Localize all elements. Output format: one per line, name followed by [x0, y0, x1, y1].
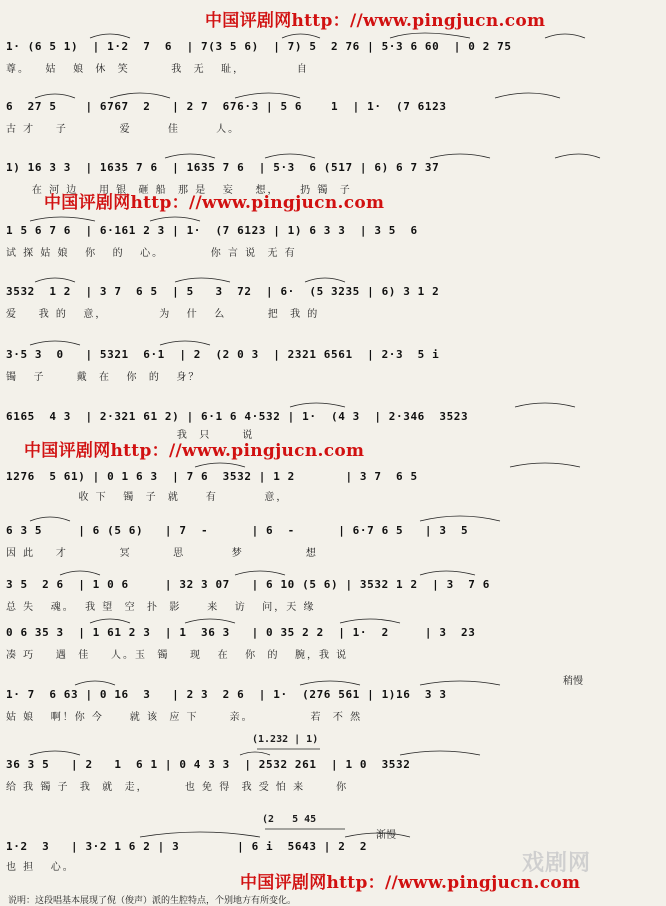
slur-arc — [235, 93, 300, 98]
notation-line: 1· (6 5 1) | 1·2 7 6 | 7(3 5 6) | 7) 5 2 76 | 5·3 6 60 | 0 2 75 — [6, 40, 512, 53]
slur-arc — [420, 571, 475, 575]
lyrics-line: 因 此 才 冥 思 梦 想 — [6, 548, 318, 559]
slur-arc — [420, 516, 500, 521]
lyrics-line: 爱 我 的 意， 为 什 么 把 我 的 — [6, 309, 320, 320]
slur-arc — [340, 619, 400, 623]
slur-arc — [545, 34, 585, 38]
slur-arc — [30, 341, 80, 345]
slur-arc — [195, 463, 245, 467]
notation-line: 3532 1 2 | 3 7 6 5 | 5 3 72 | 6· (5 3235 | 6) 3 1 2 — [6, 285, 440, 298]
slur-arc — [30, 751, 80, 755]
slur-arc — [110, 93, 170, 98]
watermark-middle: 中国评剧网http：//www.pingjucn.com — [24, 441, 365, 461]
slur-arc — [515, 403, 575, 407]
notation-line: 1 5 6 7 6 | 6·161 2 3 | 1· (7 6123 | 1) 6 3 3 | 3 5 6 — [6, 224, 418, 237]
notation-line: 1·2 3 | 3·2 1 6 2 | 3 | 6 i 5643 | 2 2 — [6, 840, 368, 853]
notation-line: 0 6 35 3 | 1 61 2 3 | 1 36 3 | 0 35 2 2 | 1· 2 | 3 23 — [6, 626, 476, 639]
lyrics-line: 给 我 镯 子 我 就 走， 也 免 得 我 受 怕 来 你 — [6, 782, 349, 793]
notation-line: 1· 7 6 63 | 0 16 3 | 2 3 2 6 | 1· (276 561 | 1)16 3 3 — [6, 688, 447, 701]
tempo-mark-gradually-slower: 渐慢 — [376, 830, 396, 841]
slur-arc — [235, 571, 285, 575]
slur-arc — [35, 94, 75, 98]
slur-arc — [282, 34, 320, 38]
slur-arc — [30, 517, 70, 521]
lyrics-line: 也 担 心。 — [6, 862, 75, 873]
slur-arc — [185, 619, 235, 623]
bracket-annotation-2: (2 5 45 — [262, 814, 317, 825]
slur-arc — [160, 341, 210, 345]
slur-arc — [240, 752, 270, 755]
slur-arc — [30, 217, 95, 221]
slur-arc — [140, 832, 260, 837]
slur-arc — [265, 154, 315, 158]
lyrics-line: 总 失 魂。 我 望 空 扑 影 来 访 问，天 缘 — [6, 602, 316, 613]
watermark-top: 中国评剧网http：//www.pingjucn.com — [205, 11, 546, 31]
slur-arc — [305, 278, 345, 282]
slur-arc — [75, 681, 115, 685]
slur-arc — [495, 93, 560, 98]
lyrics-line: 尊。 姑 娘 休 笑 我 无 耻， 自 — [6, 64, 309, 75]
lyrics-line: 凑 巧 遇 佳 人。玉 镯 现 在 你 的 腕，我 说 — [6, 650, 349, 661]
notation-line: 6 3 5 | 6 (5 6) | 7 - | 6 - | 6·7 6 5 | 3 5 — [6, 524, 469, 537]
slur-arc — [60, 571, 100, 575]
watermark-upper: 中国评剧网http：//www.pingjucn.com — [44, 193, 385, 213]
notation-line: 6165 4 3 | 2·321 61 2) | 6·1 6 4·532 | 1· (4 3 | 2·346 3523 — [6, 410, 469, 423]
slur-arc — [430, 154, 490, 158]
lyrics-line: 收 下 镯 子 就 有 意， — [6, 492, 289, 503]
slur-arc — [555, 154, 600, 158]
slur-arc — [390, 33, 470, 38]
site-logo-watermark: 戏剧网 — [522, 850, 592, 876]
notation-line: 36 3 5 | 2 1 6 1 | 0 4 3 3 | 2532 261 | 1 0 3532 — [6, 758, 411, 771]
notation-line: 6 27 5 | 6767 2 | 2 7 676·3 | 5 6 1 | 1· (7 6123 — [6, 100, 447, 113]
tempo-mark-slower: 稍慢 — [563, 676, 583, 687]
footer-note: 说明：这段唱基本展现了倪（俊声）派的生腔特点，个别地方有所变化。 — [8, 896, 297, 906]
bracket-annotation-1: (1.232 | 1) — [252, 734, 319, 745]
lyrics-line: 姑 娘 啊！你 今 就 该 应 下 亲。 若 不 然 — [6, 712, 363, 723]
slur-arc — [510, 463, 580, 467]
lyrics-line: 我 只 说 — [6, 430, 255, 441]
slur-arc — [400, 751, 480, 755]
slur-arc — [175, 278, 230, 282]
slur-arc — [165, 154, 215, 158]
slur-arc — [150, 217, 200, 221]
lyrics-line: 在 河 边 用 银 砸 船 那 是 妄 想， 扔 镯 子 — [6, 185, 352, 196]
slur-arc — [90, 619, 130, 623]
slur-arc — [300, 681, 360, 685]
watermark-bottom: 中国评剧网http：//www.pingjucn.com — [240, 873, 581, 893]
slur-arc — [90, 34, 130, 38]
lyrics-line: 古 才 子 爱 佳 人。 — [6, 124, 241, 135]
notation-line: 3·5 3 0 | 5321 6·1 | 2 (2 0 3 | 2321 6561 | 2·3 5 i — [6, 348, 440, 361]
lyrics-line: 镯 子 戴 在 你 的 身？ — [6, 372, 201, 383]
notation-line: 1276 5 61) | 0 1 6 3 | 7 6 3532 | 1 2 | 3 7 6 5 — [6, 470, 418, 483]
lyrics-line: 试 探 姑 娘 你 的 心。 你 言 说 无 有 — [6, 248, 297, 259]
notation-line: 1) 16 3 3 | 1635 7 6 | 1635 7 6 | 5·3 6 (517 | 6) 6 7 37 — [6, 161, 440, 174]
slur-arc — [35, 278, 75, 282]
slur-arc — [290, 403, 345, 407]
slur-arc — [420, 681, 500, 685]
notation-line: 3 5 2 6 | 1 0 6 | 32 3 07 | 6 10 (5 6) | 3532 1 2 | 3 7 6 — [6, 578, 490, 591]
